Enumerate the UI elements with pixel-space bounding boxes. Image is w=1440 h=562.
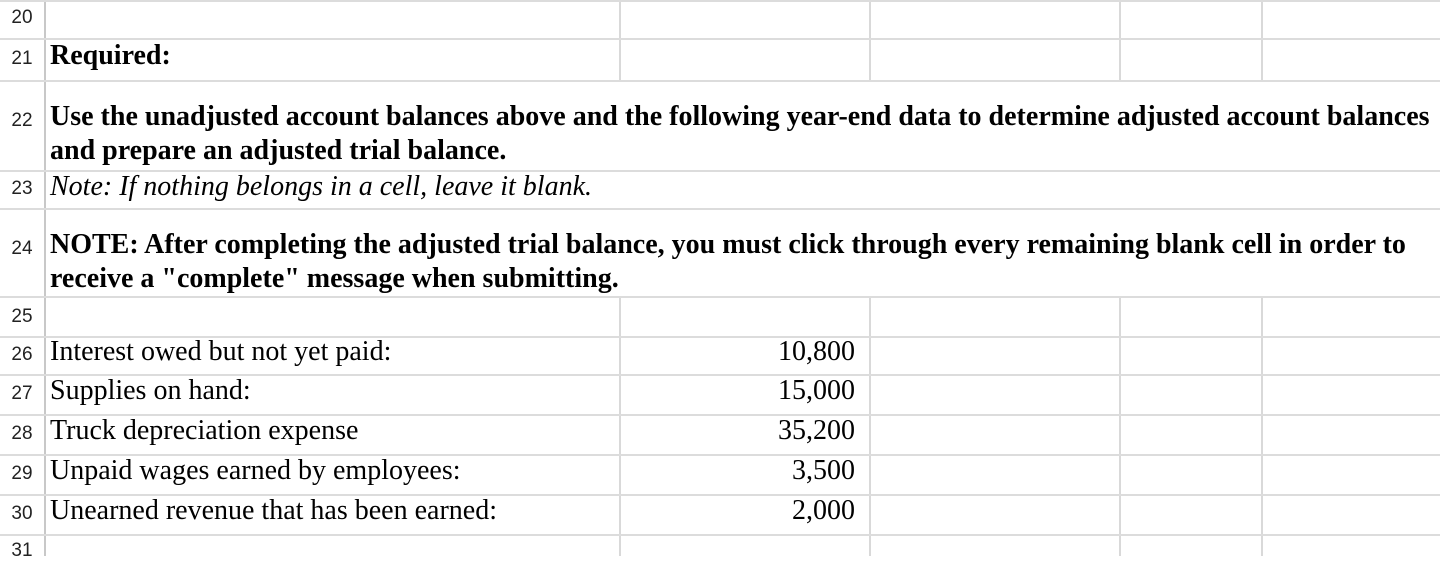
note-text[interactable]: Note: If nothing belongs in a cell, leave it blank. xyxy=(50,171,592,202)
row-number[interactable]: 23 xyxy=(11,178,33,199)
column-divider-b xyxy=(619,0,621,80)
row-number[interactable]: 22 xyxy=(11,110,33,131)
row-number[interactable]: 27 xyxy=(11,383,33,404)
data-value[interactable]: 2,000 xyxy=(792,495,855,526)
column-divider-e xyxy=(1261,0,1263,80)
row-number[interactable]: 31 xyxy=(11,540,33,561)
row-number[interactable]: 28 xyxy=(11,423,33,444)
row-number[interactable]: 30 xyxy=(11,503,33,524)
row-line xyxy=(0,0,1440,2)
data-label[interactable]: Interest owed but not yet paid: xyxy=(50,336,392,367)
instruction-text[interactable]: Use the unadjusted account balances above and the following year-end data to determine adjusted account balances and prepare an adjusted trial balance. xyxy=(50,101,1430,166)
column-divider-e-lower xyxy=(1261,296,1263,556)
row-number[interactable]: 25 xyxy=(11,306,33,327)
complete-note-text[interactable]: NOTE: After completing the adjusted trial balance, you must click through every remaining blank cell in order to receive a "complete" message when submitting. xyxy=(50,229,1406,294)
row-number[interactable]: 20 xyxy=(11,7,33,28)
row-number[interactable]: 24 xyxy=(11,238,33,259)
data-label[interactable]: Supplies on hand: xyxy=(50,375,251,406)
row-line xyxy=(0,534,1440,536)
row-number[interactable]: 29 xyxy=(11,463,33,484)
row-line xyxy=(0,80,1440,82)
data-value[interactable]: 35,200 xyxy=(778,415,855,446)
column-divider-d-lower xyxy=(1119,296,1121,556)
row-line xyxy=(0,208,1440,210)
column-divider-d xyxy=(1119,0,1121,80)
row-number[interactable]: 21 xyxy=(11,48,33,69)
data-label[interactable]: Unpaid wages earned by employees: xyxy=(50,455,461,486)
row-line xyxy=(0,296,1440,298)
data-value[interactable]: 3,500 xyxy=(792,455,855,486)
required-heading[interactable]: Required: xyxy=(50,40,171,71)
data-value[interactable]: 15,000 xyxy=(778,375,855,406)
data-label[interactable]: Truck depreciation expense xyxy=(50,415,359,446)
column-divider-c xyxy=(869,0,871,80)
row-line xyxy=(0,38,1440,40)
column-divider-c-lower xyxy=(869,296,871,556)
data-label[interactable]: Unearned revenue that has been earned: xyxy=(50,495,497,526)
row-header-divider xyxy=(44,0,46,556)
row-number[interactable]: 26 xyxy=(11,344,33,365)
data-value[interactable]: 10,800 xyxy=(778,336,855,367)
